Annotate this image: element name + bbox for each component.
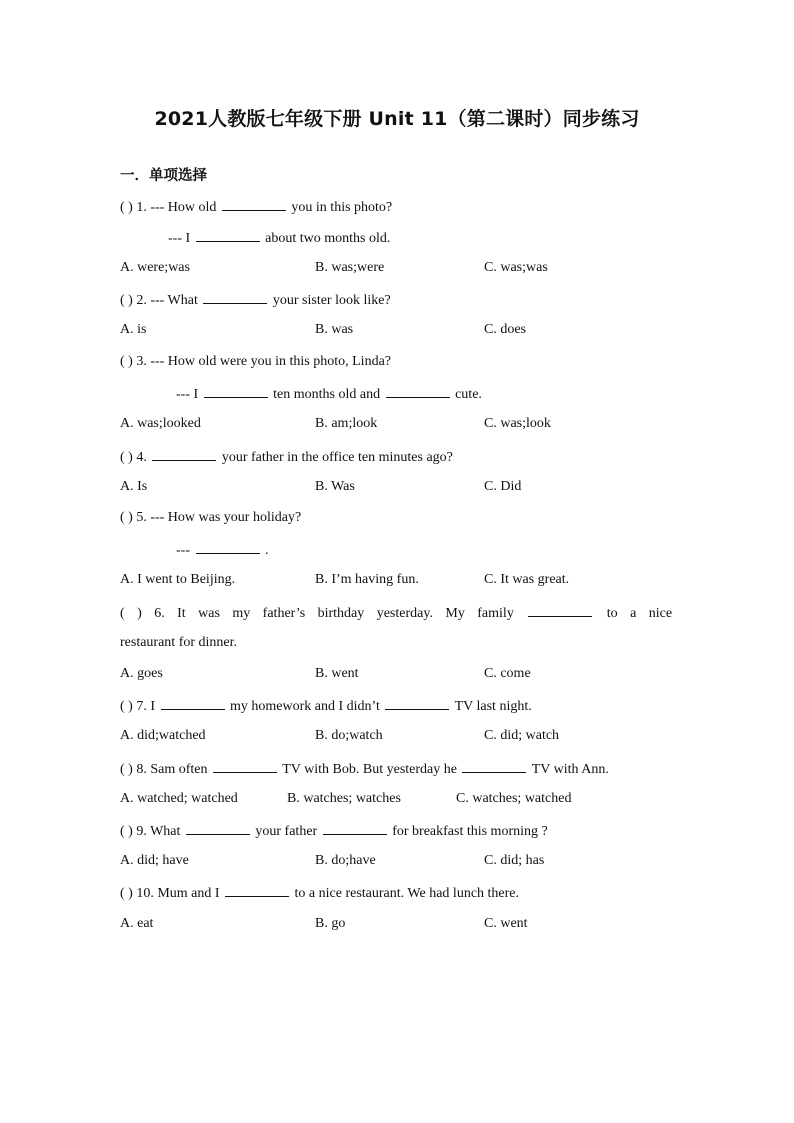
option-c: C. did; has: [484, 853, 545, 868]
answer-blank: [152, 446, 216, 461]
question-3-reply: --- I ten months old and cute.: [176, 383, 482, 403]
answer-blank: [528, 602, 592, 617]
option-c: C. was;look: [484, 416, 551, 431]
answer-blank: [204, 383, 268, 398]
answer-blank: [222, 196, 286, 211]
answer-blank: [213, 758, 277, 773]
option-c: C. come: [484, 666, 531, 681]
option-b: B. went: [315, 666, 359, 681]
option-b: B. do;watch: [315, 728, 383, 743]
option-c: C. did; watch: [484, 728, 560, 743]
question-2: ( ) 2. --- What your sister look like?: [120, 289, 391, 309]
option-a: A. Is: [120, 479, 148, 494]
option-a: A. I went to Beijing.: [120, 572, 236, 587]
option-b: B. am;look: [315, 416, 378, 431]
option-b: B. was;were: [315, 260, 385, 275]
option-a: A. watched; watched: [120, 791, 238, 806]
section-heading: 一．单项选择: [120, 168, 207, 184]
option-b: B. do;have: [315, 853, 376, 868]
answer-blank: [196, 227, 260, 242]
answer-blank: [196, 539, 260, 554]
option-c: C. Did: [484, 479, 522, 494]
question-5: ( ) 5. --- How was your holiday?: [120, 510, 302, 525]
question-1: ( ) 1. --- How old you in this photo?: [120, 196, 392, 216]
option-a: A. is: [120, 322, 147, 337]
option-c: C. watches; watched: [456, 791, 572, 806]
question-8: ( ) 8. Sam often TV with Bob. But yesterday he TV with Ann.: [120, 758, 609, 778]
option-c: C. It was great.: [484, 572, 570, 587]
option-b: B. go: [315, 916, 346, 931]
answer-blank: [161, 695, 225, 710]
option-b: B. I’m having fun.: [315, 572, 419, 587]
question-5-reply: --- .: [176, 539, 269, 559]
question-4: ( ) 4. your father in the office ten minutes ago?: [120, 446, 453, 466]
answer-blank: [225, 882, 289, 897]
page-title: 2021人教版七年级下册 Unit 11（第二课时）同步练习: [154, 108, 640, 130]
option-c: C. does: [484, 322, 526, 337]
answer-blank: [386, 383, 450, 398]
option-a: A. did;watched: [120, 728, 206, 743]
option-a: A. was;looked: [120, 416, 201, 431]
option-a: A. were;was: [120, 260, 190, 275]
answer-blank: [323, 820, 387, 835]
option-a: A. did; have: [120, 853, 189, 868]
answer-blank: [462, 758, 526, 773]
option-b: B. Was: [315, 479, 355, 494]
answer-blank: [186, 820, 250, 835]
option-a: A. eat: [120, 916, 154, 931]
option-c: C. was;was: [484, 260, 548, 275]
option-b: B. was: [315, 322, 354, 337]
question-6: ( ) 6. It was my father’s birthday yesterday. My family to a nice: [120, 602, 672, 622]
option-a: A. goes: [120, 666, 163, 681]
question-10: ( ) 10. Mum and I to a nice restaurant. We had lunch there.: [120, 882, 519, 902]
question-9: ( ) 9. What your father for breakfast this morning ?: [120, 820, 548, 840]
question-6-continued: restaurant for dinner.: [120, 635, 238, 650]
question-3: ( ) 3. --- How old were you in this photo, Linda?: [120, 354, 391, 369]
question-7: ( ) 7. I my homework and I didn’t TV last night.: [120, 695, 532, 715]
answer-blank: [203, 289, 267, 304]
answer-blank: [385, 695, 449, 710]
option-b: B. watches; watches: [287, 791, 401, 806]
option-c: C. went: [484, 916, 528, 931]
question-1-reply: --- I about two months old.: [168, 227, 390, 247]
